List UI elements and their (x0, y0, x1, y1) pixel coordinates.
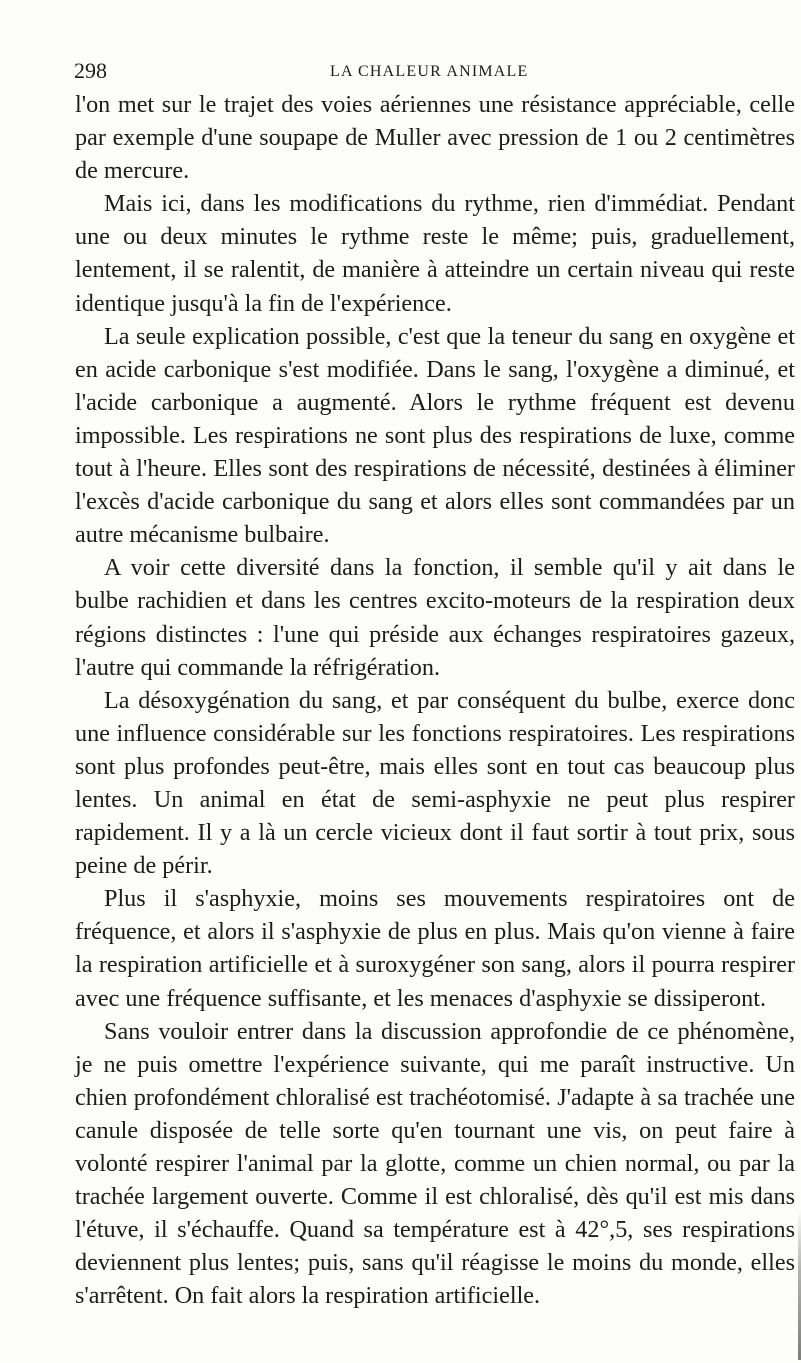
paragraph: Mais ici, dans les modifications du rythme, rien d'immédiat. Pendant une ou deux minutes le rythme reste le même; puis, graduellement, lentement, il se ralentit, de manière à atteindre un certain niveau qui reste identique jusqu'à la fin de l'expérience. (75, 190, 795, 317)
paragraph: Sans vouloir entrer dans la discussion approfondie de ce phénomène, je ne puis omettre l'expérience suivante, qui me paraît instructive. Un chien profondément chloralisé est trachéotomisé. J'adapte à sa trachée une canule disposée de telle sorte qu'en tournant une vis, on peut faire à volonté respirer l'animal par la glotte, comme un chien normal, ou par la trachée largement ouverte. Comme il est chloralisé, dès qu'il est mis dans l'étuve, il s'échauffe. Quand sa température est à 42°,5, ses respirations deviennent plus lentes; puis, sans qu'il réagisse le moins du monde, elles s'arrêtent. On fait alors la respiration artificielle. (75, 1017, 795, 1310)
body-text (75, 88, 795, 1312)
paragraph: A voir cette diversité dans la fonction, il semble qu'il y ait dans le bulbe rachidien et dans les centres excito-moteurs de la respiration deux régions distinctes : l'une qui préside aux échanges respiratoires gazeux, l'autre qui commande la réfrigération. (75, 554, 795, 681)
paragraph: La seule explication possible, c'est que la teneur du sang en oxygène et en acide carbonique s'est modifiée. Dans le sang, l'oxygène a diminué, et l'acide carbonique a augmenté. Alors le rythme fréquent est devenu impossible. Les respirations ne sont plus des respirations de luxe, comme tout à l'heure. Elles sont des respirations de nécessité, destinées à éliminer l'excès d'acide carbonique du sang et alors elles sont commandées par un autre mécanisme bulbaire. (75, 322, 795, 549)
paragraph: Plus il s'asphyxie, moins ses mouvements respiratoires ont de fréquence, et alors il s'asphyxie de plus en plus. Mais qu'on vienne à faire la respiration artificielle et à suroxygéner son sang, alors il pourra respirer avec une fréquence suffisante, et les menaces d'asphyxie se dissiperont. (75, 885, 795, 1012)
paragraph: La désoxygénation du sang, et par conséquent du bulbe, exerce donc une influence considérable sur les fonctions respiratoires. Les respirations sont plus profondes peut-être, mais elles sont en tout cas beaucoup plus lentes. Un animal en état de semi-asphyxie ne peut plus respirer rapidement. Il y a là un cercle vicieux dont il faut sortir à tout prix, sous peine de périr. (75, 686, 795, 880)
page-number: 298 (74, 58, 107, 83)
page-header (74, 58, 800, 84)
running-title: LA CHALEUR ANIMALE (330, 63, 529, 80)
paragraph-continued: l'on met sur le trajet des voies aériennes une résistance appréciable, celle par exemple d'une soupape de Muller avec pression de 1 ou 2 centimètres de mercure. (75, 91, 795, 185)
